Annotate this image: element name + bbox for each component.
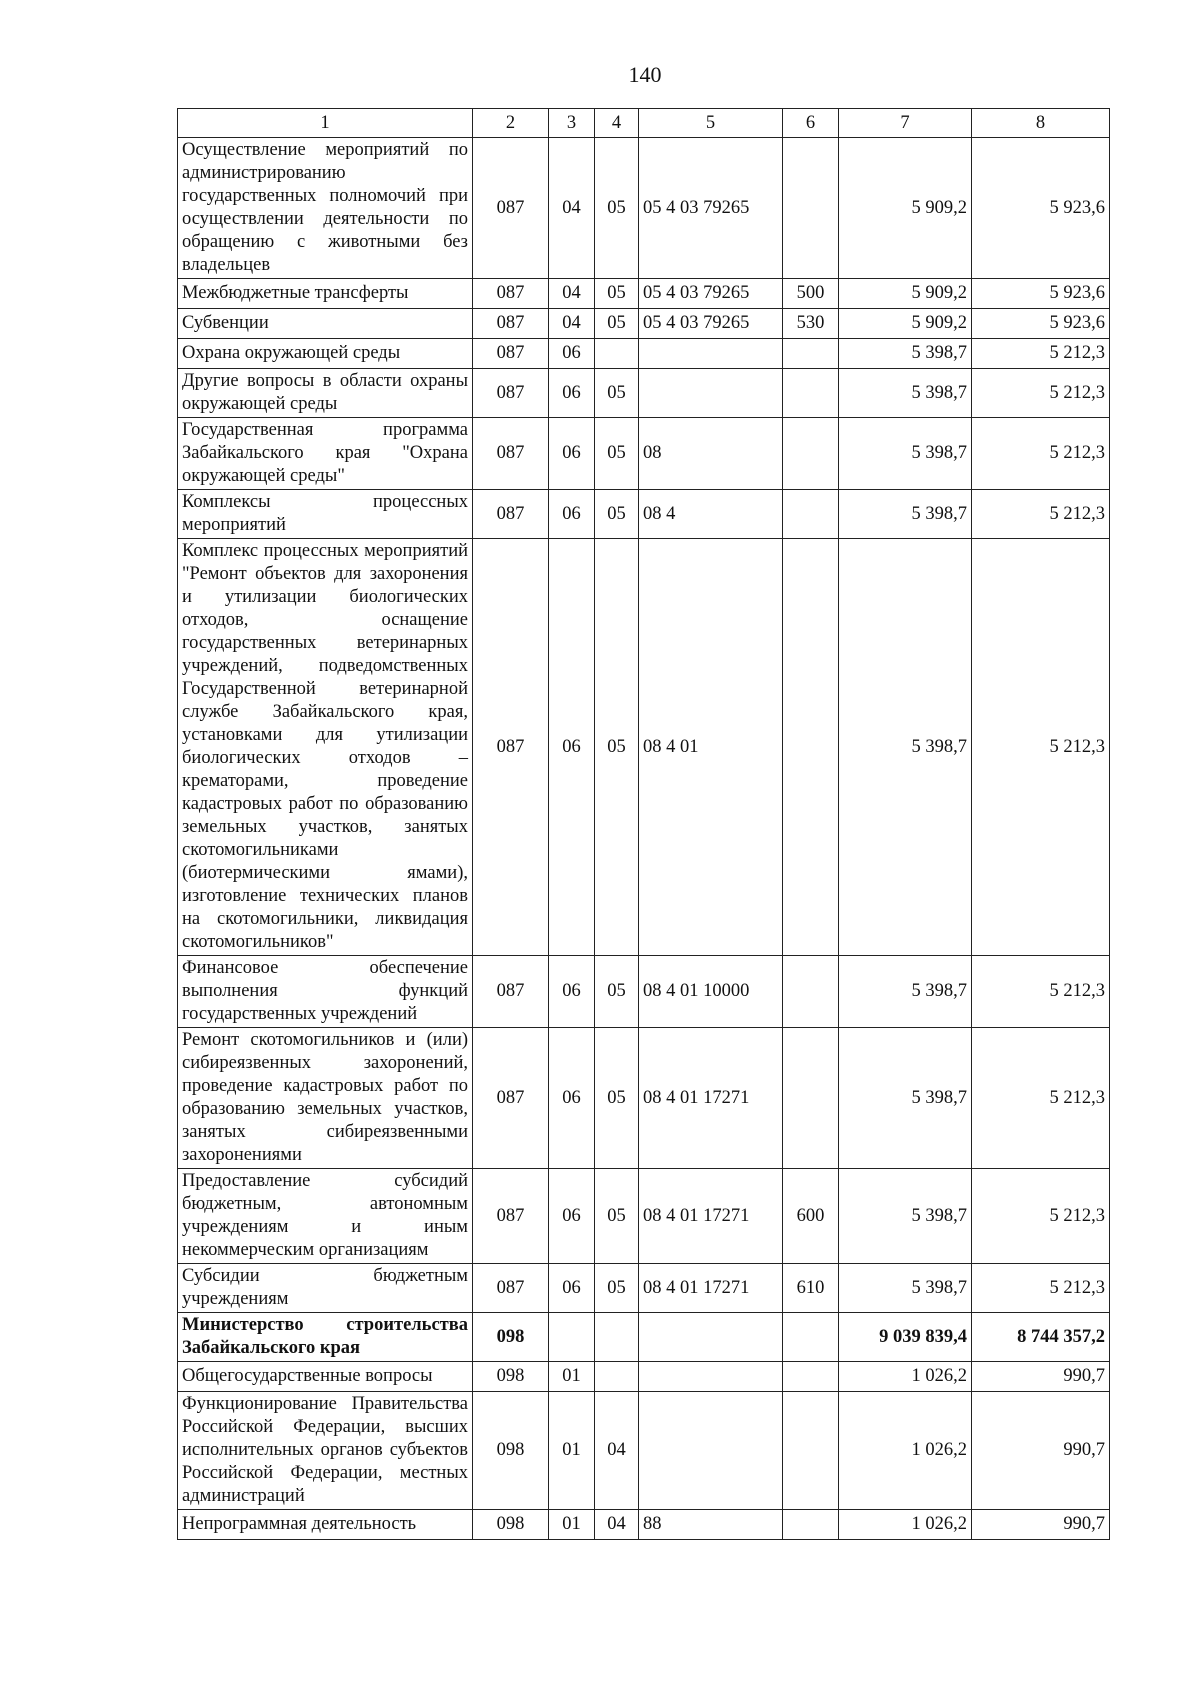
col-6-cell: 530 <box>783 309 839 339</box>
row-name: Охрана окружающей среды <box>178 339 473 369</box>
col-7-cell: 5 909,2 <box>839 138 972 279</box>
col-8-cell: 8 744 357,2 <box>972 1313 1110 1362</box>
col-8-cell: 5 212,3 <box>972 490 1110 539</box>
col-6-cell <box>783 539 839 956</box>
table-row <box>178 309 1110 339</box>
col-4-cell: 04 <box>595 1510 639 1540</box>
row-name: Ремонт скотомогильников и (или) сибиреязвенных захоронений, проведение кадастровых работ по образованию земельных участков, занятых сибиреязвенными захоронениями <box>178 1028 473 1169</box>
col-6-cell: 600 <box>783 1169 839 1264</box>
row-name: Комплексы процессных мероприятий <box>178 490 473 539</box>
table-row-ministry <box>178 1313 1110 1362</box>
col-7-cell: 1 026,2 <box>839 1362 972 1392</box>
col-5-cell: 08 4 <box>639 490 783 539</box>
table-row <box>178 1264 1110 1313</box>
col-5-cell: 88 <box>639 1510 783 1540</box>
table-row <box>178 1169 1110 1264</box>
col-6-cell <box>783 956 839 1028</box>
col-3-cell <box>549 1313 595 1362</box>
col-2-cell: 087 <box>473 490 549 539</box>
row-name: Предоставление субсидий бюджетным, автономным учреждениям и иным некоммерческим организациям <box>178 1169 473 1264</box>
col-3-cell: 04 <box>549 279 595 309</box>
row-name: Непрограммная деятельность <box>178 1510 473 1540</box>
col-5-cell: 05 4 03 79265 <box>639 138 783 279</box>
col-6-cell <box>783 1362 839 1392</box>
col-4-cell: 05 <box>595 956 639 1028</box>
row-name: Финансовое обеспечение выполнения функций государственных учреждений <box>178 956 473 1028</box>
col-5-cell: 05 4 03 79265 <box>639 279 783 309</box>
col-7-cell: 5 398,7 <box>839 418 972 490</box>
table-row <box>178 1028 1110 1169</box>
col-6-cell <box>783 1392 839 1510</box>
col-5-cell <box>639 339 783 369</box>
col-8-cell: 5 212,3 <box>972 539 1110 956</box>
col-2-cell: 087 <box>473 1169 549 1264</box>
row-name: Субвенции <box>178 309 473 339</box>
col-6-cell <box>783 339 839 369</box>
col-5-cell: 08 4 01 17271 <box>639 1169 783 1264</box>
col-8-cell: 990,7 <box>972 1362 1110 1392</box>
row-name: Министерство строительства Забайкальского края <box>178 1313 473 1362</box>
col-3-cell: 01 <box>549 1510 595 1540</box>
col-5-cell: 05 4 03 79265 <box>639 309 783 339</box>
col-8-cell: 5 212,3 <box>972 339 1110 369</box>
table-row <box>178 418 1110 490</box>
col-3-cell: 06 <box>549 369 595 418</box>
col-5-cell <box>639 1392 783 1510</box>
table-row <box>178 1362 1110 1392</box>
row-name: Межбюджетные трансферты <box>178 279 473 309</box>
row-name: Осуществление мероприятий по администрированию государственных полномочий при осуществлении деятельности по обращению с животными без владельцев <box>178 138 473 279</box>
col-8-cell: 5 212,3 <box>972 956 1110 1028</box>
col-4-cell <box>595 339 639 369</box>
row-name: Функционирование Правительства Российской Федерации, высших исполнительных органов субъектов Российской Федерации, местных администраций <box>178 1392 473 1510</box>
col-4-cell: 05 <box>595 490 639 539</box>
col-8-cell: 990,7 <box>972 1510 1110 1540</box>
table-header-row <box>178 109 1110 138</box>
col-6-cell <box>783 1028 839 1169</box>
col-2-cell: 087 <box>473 1264 549 1313</box>
col-4-cell <box>595 1313 639 1362</box>
col-7-cell: 9 039 839,4 <box>839 1313 972 1362</box>
col-3-cell: 06 <box>549 418 595 490</box>
table-row <box>178 1510 1110 1540</box>
page-number: 140 <box>628 62 662 87</box>
col-2-cell: 087 <box>473 369 549 418</box>
col-3-cell: 06 <box>549 490 595 539</box>
col-2-cell: 098 <box>473 1510 549 1540</box>
header-cell: 3 <box>549 109 595 138</box>
col-8-cell: 5 212,3 <box>972 1028 1110 1169</box>
col-3-cell: 01 <box>549 1362 595 1392</box>
col-8-cell: 5 212,3 <box>972 418 1110 490</box>
row-name: Государственная программа Забайкальского края "Охрана окружающей среды" <box>178 418 473 490</box>
row-name: Общегосударственные вопросы <box>178 1362 473 1392</box>
table-row <box>178 279 1110 309</box>
col-6-cell: 610 <box>783 1264 839 1313</box>
col-6-cell <box>783 1313 839 1362</box>
col-4-cell: 05 <box>595 1028 639 1169</box>
header-cell: 4 <box>595 109 639 138</box>
col-5-cell <box>639 1313 783 1362</box>
table-row <box>178 539 1110 956</box>
header-cell: 2 <box>473 109 549 138</box>
col-3-cell: 01 <box>549 1392 595 1510</box>
col-4-cell: 04 <box>595 1392 639 1510</box>
row-name: Другие вопросы в области охраны окружающей среды <box>178 369 473 418</box>
header-cell: 8 <box>972 109 1110 138</box>
col-6-cell <box>783 1510 839 1540</box>
table-row <box>178 1392 1110 1510</box>
col-5-cell <box>639 369 783 418</box>
col-4-cell: 05 <box>595 279 639 309</box>
header-cell: 7 <box>839 109 972 138</box>
col-3-cell: 06 <box>549 339 595 369</box>
col-5-cell: 08 <box>639 418 783 490</box>
col-8-cell: 5 923,6 <box>972 138 1110 279</box>
col-5-cell <box>639 1362 783 1392</box>
col-4-cell: 05 <box>595 539 639 956</box>
col-7-cell: 5 398,7 <box>839 1264 972 1313</box>
col-2-cell: 087 <box>473 418 549 490</box>
col-4-cell: 05 <box>595 418 639 490</box>
col-3-cell: 06 <box>549 539 595 956</box>
col-8-cell: 990,7 <box>972 1392 1110 1510</box>
col-7-cell: 5 398,7 <box>839 1028 972 1169</box>
col-4-cell: 05 <box>595 138 639 279</box>
col-6-cell <box>783 418 839 490</box>
col-8-cell: 5 212,3 <box>972 1264 1110 1313</box>
col-2-cell: 098 <box>473 1392 549 1510</box>
header-cell: 1 <box>178 109 473 138</box>
col-4-cell: 05 <box>595 309 639 339</box>
col-7-cell: 1 026,2 <box>839 1392 972 1510</box>
col-3-cell: 04 <box>549 138 595 279</box>
col-8-cell: 5 212,3 <box>972 1169 1110 1264</box>
col-6-cell: 500 <box>783 279 839 309</box>
col-2-cell: 087 <box>473 309 549 339</box>
table-row <box>178 138 1110 279</box>
col-2-cell: 087 <box>473 138 549 279</box>
col-3-cell: 06 <box>549 1169 595 1264</box>
table-row <box>178 369 1110 418</box>
col-7-cell: 5 909,2 <box>839 279 972 309</box>
col-5-cell: 08 4 01 17271 <box>639 1028 783 1169</box>
header-cell: 6 <box>783 109 839 138</box>
col-7-cell: 5 398,7 <box>839 490 972 539</box>
col-4-cell: 05 <box>595 1264 639 1313</box>
col-6-cell <box>783 369 839 418</box>
col-6-cell <box>783 138 839 279</box>
col-5-cell: 08 4 01 <box>639 539 783 956</box>
col-7-cell: 5 398,7 <box>839 369 972 418</box>
col-3-cell: 04 <box>549 309 595 339</box>
col-2-cell: 087 <box>473 1028 549 1169</box>
col-7-cell: 5 398,7 <box>839 339 972 369</box>
col-2-cell: 087 <box>473 539 549 956</box>
header-cell: 5 <box>639 109 783 138</box>
col-2-cell: 098 <box>473 1362 549 1392</box>
col-7-cell: 1 026,2 <box>839 1510 972 1540</box>
col-2-cell: 087 <box>473 339 549 369</box>
col-3-cell: 06 <box>549 956 595 1028</box>
col-8-cell: 5 212,3 <box>972 369 1110 418</box>
col-7-cell: 5 398,7 <box>839 539 972 956</box>
col-4-cell <box>595 1362 639 1392</box>
col-5-cell: 08 4 01 10000 <box>639 956 783 1028</box>
row-name: Субсидии бюджетным учреждениям <box>178 1264 473 1313</box>
col-3-cell: 06 <box>549 1264 595 1313</box>
col-2-cell: 087 <box>473 956 549 1028</box>
col-3-cell: 06 <box>549 1028 595 1169</box>
table-row <box>178 956 1110 1028</box>
col-8-cell: 5 923,6 <box>972 279 1110 309</box>
col-4-cell: 05 <box>595 1169 639 1264</box>
col-7-cell: 5 909,2 <box>839 309 972 339</box>
col-7-cell: 5 398,7 <box>839 1169 972 1264</box>
col-2-cell: 087 <box>473 279 549 309</box>
col-4-cell: 05 <box>595 369 639 418</box>
table-row <box>178 339 1110 369</box>
col-2-cell: 098 <box>473 1313 549 1362</box>
col-6-cell <box>783 490 839 539</box>
table-row <box>178 490 1110 539</box>
col-8-cell: 5 923,6 <box>972 309 1110 339</box>
budget-table <box>177 108 1110 1540</box>
row-name: Комплекс процессных мероприятий "Ремонт объектов для захоронения и утилизации биологических отходов, оснащение государственных ветеринарных учреждений, подведомственных Государственной ветеринарной службе Забайкальского края, установками для утилизации биологических отходов – крематорами, проведение кадастровых работ по образованию земельных участков, занятых скотомогильниками (биотермическими ямами), изготовление технических планов на скотомогильники, ликвидация скотомогильников" <box>178 539 473 956</box>
col-5-cell: 08 4 01 17271 <box>639 1264 783 1313</box>
col-7-cell: 5 398,7 <box>839 956 972 1028</box>
